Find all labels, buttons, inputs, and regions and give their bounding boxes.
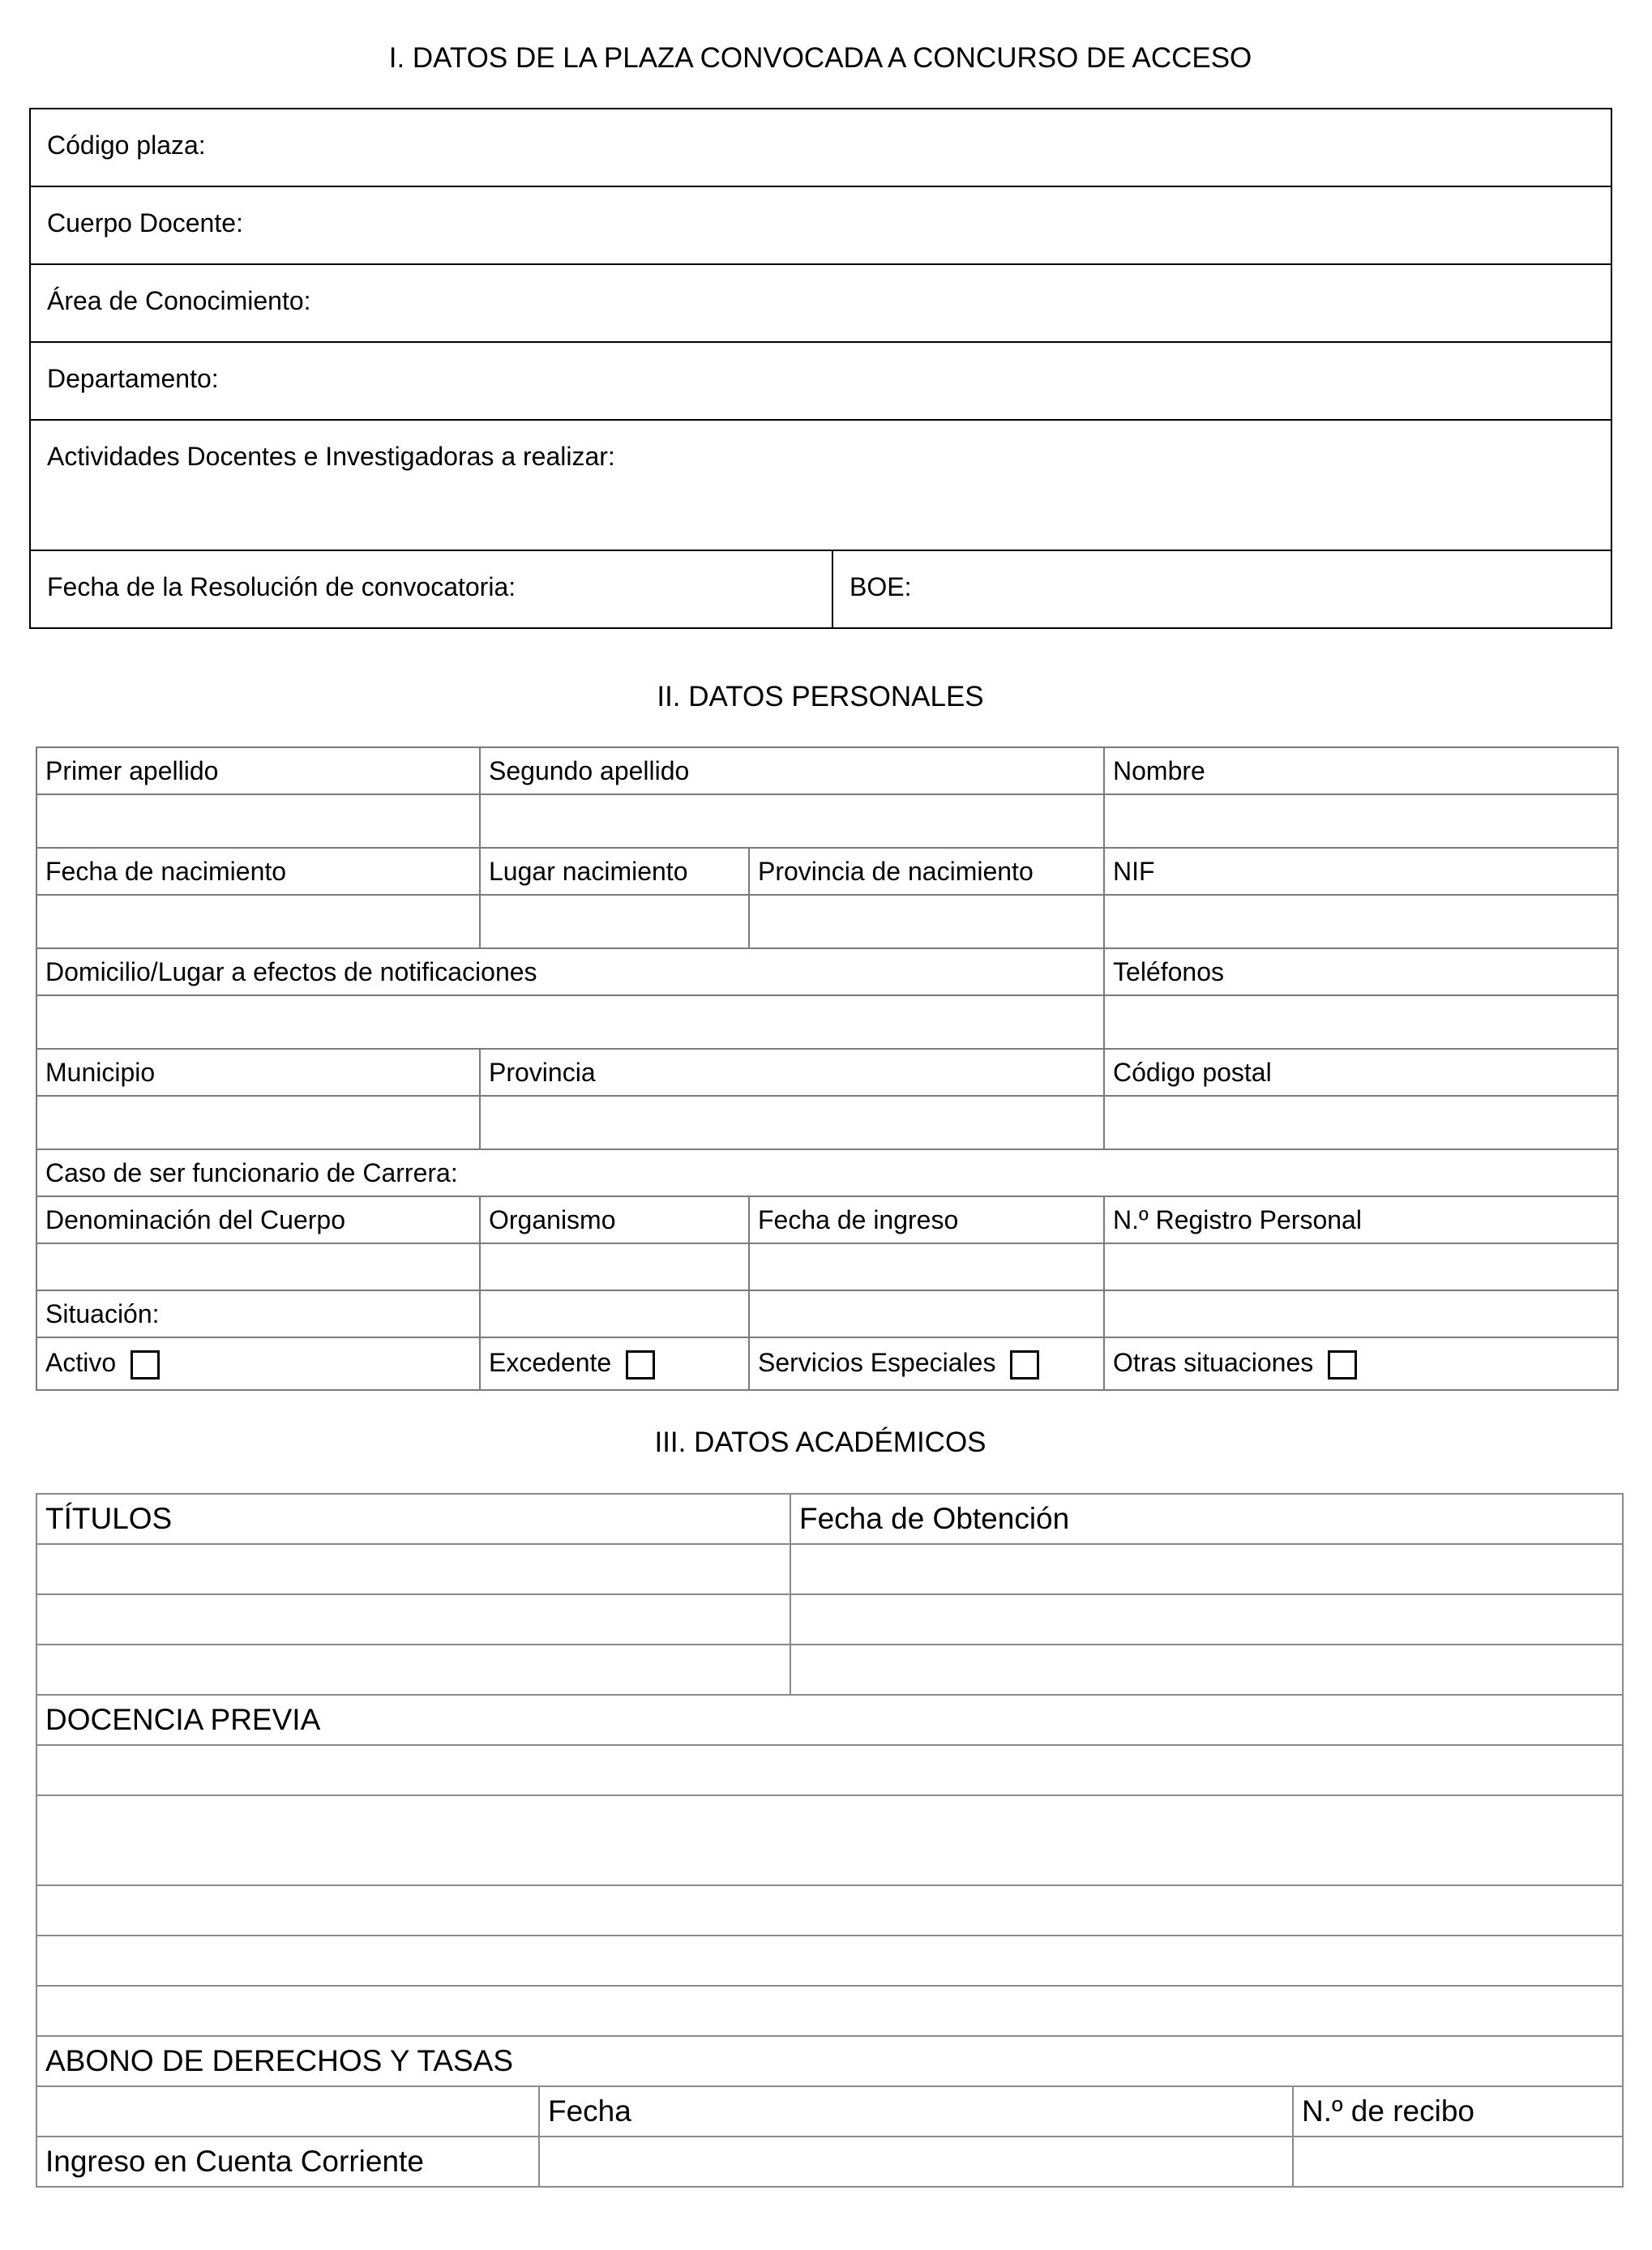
- nif-label: NIF: [1104, 848, 1618, 895]
- fecha-ingreso-label: Fecha de ingreso: [749, 1196, 1104, 1243]
- lugar-nacimiento-label: Lugar nacimiento: [480, 848, 749, 895]
- titulo-input[interactable]: [36, 1645, 790, 1695]
- situacion-blank-1: [480, 1290, 749, 1337]
- numero-recibo-input[interactable]: [1293, 2137, 1623, 2187]
- otras-situaciones-label: Otras situaciones: [1113, 1348, 1314, 1378]
- area-conocimiento-field[interactable]: Área de Conocimiento:: [30, 264, 1611, 342]
- nif-input[interactable]: [1104, 895, 1618, 948]
- fecha-header: Fecha: [539, 2086, 1293, 2137]
- titulo-input[interactable]: [36, 1544, 790, 1594]
- abono-blank-cell: [36, 2086, 539, 2137]
- municipio-label: Municipio: [36, 1049, 480, 1096]
- activo-label: Activo: [45, 1348, 117, 1378]
- plaza-table: [29, 108, 1612, 629]
- registro-personal-label: N.º Registro Personal: [1104, 1196, 1618, 1243]
- provincia-label: Provincia: [480, 1049, 1104, 1096]
- primer-apellido-input[interactable]: [36, 794, 480, 848]
- domicilio-input[interactable]: [36, 995, 1104, 1049]
- nombre-input[interactable]: [1104, 794, 1618, 848]
- fecha-resolucion-field[interactable]: Fecha de la Resolución de convocatoria:: [30, 550, 832, 628]
- personal-data-table: [36, 746, 1619, 1391]
- docencia-previa-input[interactable]: [36, 1936, 1623, 1986]
- registro-personal-input[interactable]: [1104, 1243, 1618, 1290]
- situacion-blank-2: [749, 1290, 1104, 1337]
- ingreso-cuenta-label: Ingreso en Cuenta Corriente: [36, 2137, 539, 2187]
- fecha-obtencion-input[interactable]: [790, 1544, 1623, 1594]
- fecha-obtencion-header: Fecha de Obtención: [790, 1494, 1623, 1544]
- denominacion-cuerpo-input[interactable]: [36, 1243, 480, 1290]
- titulos-header: TÍTULOS: [36, 1494, 790, 1544]
- activo-option[interactable]: [36, 1337, 480, 1390]
- cuerpo-docente-field[interactable]: Cuerpo Docente:: [30, 186, 1611, 264]
- provincia-input[interactable]: [480, 1096, 1104, 1149]
- actividades-field[interactable]: Actividades Docentes e Investigadoras a realizar:: [30, 420, 1611, 550]
- organismo-input[interactable]: [480, 1243, 749, 1290]
- situacion-label: Situación:: [36, 1290, 480, 1337]
- servicios-especiales-option[interactable]: [749, 1337, 1104, 1390]
- fecha-obtencion-input[interactable]: [790, 1645, 1623, 1695]
- denominacion-cuerpo-label: Denominación del Cuerpo: [36, 1196, 480, 1243]
- docencia-previa-input[interactable]: [36, 1986, 1623, 2036]
- fecha-ingreso-input[interactable]: [749, 1243, 1104, 1290]
- situacion-blank-3: [1104, 1290, 1618, 1337]
- section-1-title: I. DATOS DE LA PLAZA CONVOCADA A CONCURSO DE ACCESO: [388, 42, 1252, 74]
- otras-situaciones-checkbox[interactable]: [1328, 1350, 1357, 1380]
- primer-apellido-label: Primer apellido: [36, 747, 480, 794]
- telefonos-label: Teléfonos: [1104, 948, 1618, 995]
- academic-data-table: [36, 1493, 1624, 2188]
- section-3-title: III. DATOS ACADÉMICOS: [654, 1427, 986, 1458]
- segundo-apellido-label: Segundo apellido: [480, 747, 1104, 794]
- docencia-previa-input[interactable]: [36, 1795, 1623, 1885]
- excedente-checkbox[interactable]: [626, 1350, 655, 1380]
- departamento-field[interactable]: Departamento:: [30, 342, 1611, 420]
- codigo-postal-input[interactable]: [1104, 1096, 1618, 1149]
- fecha-nacimiento-input[interactable]: [36, 895, 480, 948]
- municipio-input[interactable]: [36, 1096, 480, 1149]
- provincia-nacimiento-input[interactable]: [749, 895, 1104, 948]
- titulo-input[interactable]: [36, 1594, 790, 1645]
- section-2-title: II. DATOS PERSONALES: [657, 681, 984, 712]
- docencia-previa-input[interactable]: [36, 1745, 1623, 1795]
- fecha-obtencion-input[interactable]: [790, 1594, 1623, 1645]
- otras-situaciones-option[interactable]: [1104, 1337, 1618, 1390]
- numero-recibo-header: N.º de recibo: [1293, 2086, 1623, 2137]
- docencia-previa-input[interactable]: [36, 1885, 1623, 1936]
- activo-checkbox[interactable]: [131, 1350, 160, 1380]
- abono-header: ABONO DE DERECHOS Y TASAS: [36, 2036, 1623, 2086]
- codigo-plaza-field[interactable]: Código plaza:: [30, 109, 1611, 186]
- excedente-label: Excedente: [489, 1348, 612, 1378]
- fecha-nacimiento-label: Fecha de nacimiento: [36, 848, 480, 895]
- docencia-previa-header: DOCENCIA PREVIA: [36, 1695, 1623, 1745]
- segundo-apellido-input[interactable]: [480, 794, 1104, 848]
- funcionario-label: Caso de ser funcionario de Carrera:: [36, 1149, 1618, 1196]
- telefonos-input[interactable]: [1104, 995, 1618, 1049]
- servicios-especiales-label: Servicios Especiales: [758, 1348, 996, 1378]
- provincia-nacimiento-label: Provincia de nacimiento: [749, 848, 1104, 895]
- nombre-label: Nombre: [1104, 747, 1618, 794]
- lugar-nacimiento-input[interactable]: [480, 895, 749, 948]
- fecha-input[interactable]: [539, 2137, 1293, 2187]
- servicios-especiales-checkbox[interactable]: [1010, 1350, 1039, 1380]
- excedente-option[interactable]: [480, 1337, 749, 1390]
- boe-field[interactable]: BOE:: [832, 550, 1611, 628]
- domicilio-label: Domicilio/Lugar a efectos de notificaciones: [36, 948, 1104, 995]
- organismo-label: Organismo: [480, 1196, 749, 1243]
- codigo-postal-label: Código postal: [1104, 1049, 1618, 1096]
